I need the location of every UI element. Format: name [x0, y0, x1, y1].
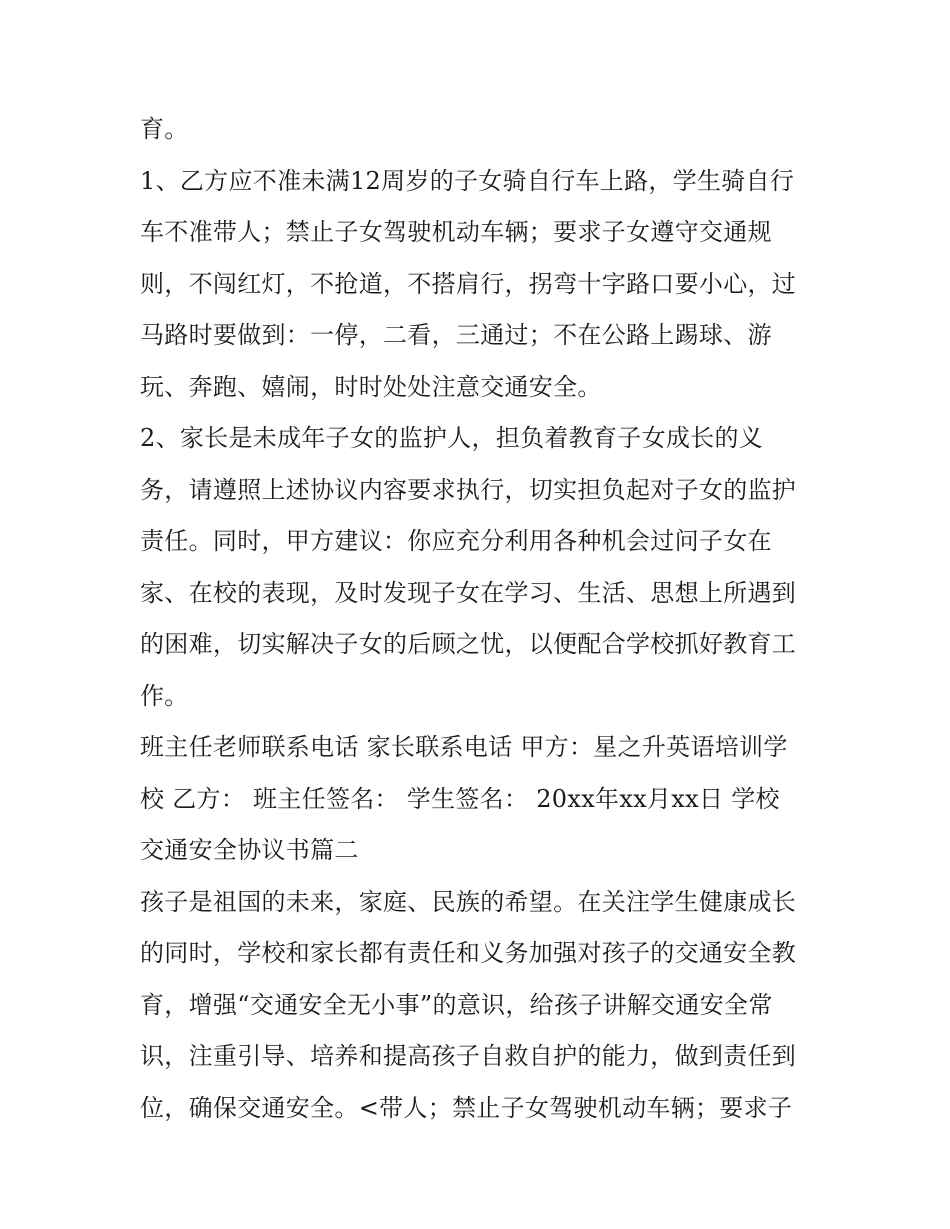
text-line: 校 乙方： 班主任签名： 学生签名： 20xx年xx月xx日 学校 [140, 784, 780, 813]
text-line: 的同时，学校和家长都有责任和义务加强对孩子的交通安全教 [140, 939, 797, 967]
text-line: 班主任老师联系电话 家长联系电话 甲方：星之升英语培训学 [140, 733, 788, 761]
text-line: 育，增强“交通安全无小事”的意识，给孩子讲解交通安全常 [140, 990, 773, 1019]
text-line: 育。 [140, 115, 189, 143]
text-line: 的困难，切实解决子女的后顾之忧，以便配合学校抓好教育工 [140, 630, 797, 658]
text-line: 位，确保交通安全。<带人；禁止子女驾驶机动车辆；要求子 [140, 1093, 793, 1122]
text-line: 务，请遵照上述协议内容要求执行，切实担负起对子女的监护 [140, 475, 797, 504]
text-line: 孩子是祖国的未来，家庭、民族的希望。在关注学生健康成长 [140, 887, 797, 916]
text-line: 家、在校的表现，及时发现子女在学习、生活、思想上所遇到 [140, 578, 797, 607]
text-line: 1、乙方应不准未满12周岁的子女骑自行车上路，学生骑自行 [140, 166, 795, 195]
text-line: 则，不闯红灯，不抢道，不搭肩行，拐弯十字路口要小心，过 [140, 269, 797, 298]
text-line: 识，注重引导、培养和提高孩子自救自护的能力，做到责任到 [140, 1042, 797, 1070]
document-page [140, 104, 830, 1134]
section-heading: 交通安全协议书篇二 [140, 836, 359, 864]
text-line: 车不准带人；禁止子女驾驶机动车辆；要求子女遵守交通规 [140, 218, 772, 246]
text-line: 责任。同时，甲方建议：你应充分利用各种机会过问子女在 [140, 527, 772, 555]
text-line: 马路时要做到：一停，二看，三通过；不在公路上踢球、游 [140, 321, 772, 349]
text-line: 2、家长是未成年子女的监护人，担负着教育子女成长的义 [140, 424, 764, 452]
text-line: 玩、奔跑、嬉闹，时时处处注意交通安全。 [140, 372, 602, 401]
text-line: 作。 [140, 681, 189, 710]
